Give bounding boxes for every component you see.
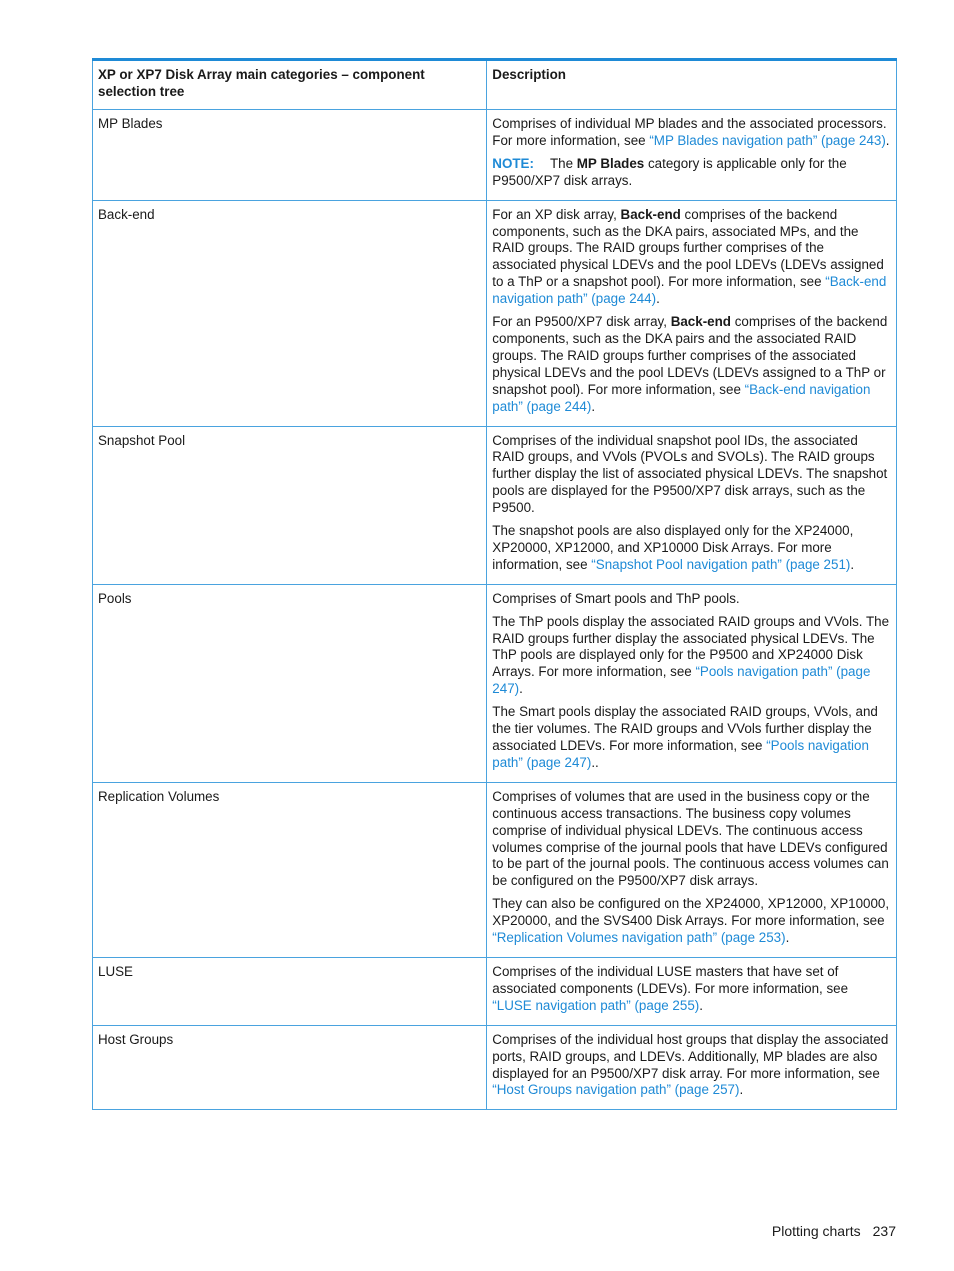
- cross-reference-link[interactable]: “MP Blades navigation path” (page 243): [649, 132, 886, 148]
- table-row: [93, 782, 897, 957]
- description-paragraph: [492, 314, 891, 415]
- text-span: .: [519, 681, 523, 697]
- text-span: Comprises of the individual host groups that display the associated ports, RAID groups, and LDEVs. Additionally, MP blades are also displayed for an P9500/XP7 disk array. For more information, see: [492, 1031, 889, 1081]
- text-span: .: [699, 997, 703, 1013]
- text-span: Comprises of volumes that are used in the business copy or the continuous access transactions. The business copy volumes comprise of individual physical LDEVs. The continuous access volumes comprise of the journal pools that have LDEVs configured to be part of the journal pools. The continuous access volumes can be configured on the P9500/XP7 disk arrays.: [492, 788, 889, 889]
- text-span: They can also be configured on the XP24000, XP12000, XP10000, XP20000, and the SVS400 Disk Arrays. For more information, see: [492, 896, 890, 929]
- cross-reference-link[interactable]: “Back-end navigation path” (page 244): [492, 274, 887, 307]
- bold-term: Back-end: [670, 314, 731, 330]
- table-row: [93, 957, 897, 1025]
- text-span: The: [549, 155, 577, 171]
- category-cell: MP Blades: [93, 110, 487, 201]
- category-cell: Snapshot Pool: [93, 426, 487, 584]
- bold-term: Back-end: [620, 206, 681, 222]
- cross-reference-link[interactable]: “Replication Volumes navigation path” (page 253): [492, 930, 786, 946]
- table-row: [93, 584, 897, 782]
- description-cell: [487, 957, 897, 1025]
- description-paragraph: [492, 207, 891, 308]
- text-span: Comprises of Smart pools and ThP pools.: [492, 590, 740, 606]
- text-span: Comprises of individual MP blades and the associated processors. For more information, see: [492, 116, 887, 148]
- header-description: Description: [487, 60, 897, 110]
- cross-reference-link[interactable]: “Snapshot Pool navigation path” (page 251): [591, 556, 851, 572]
- description-cell: [487, 426, 897, 584]
- category-cell: Back-end: [93, 200, 487, 426]
- description-paragraph: [492, 704, 891, 772]
- text-span: .: [656, 291, 660, 307]
- text-span: Comprises of the individual LUSE masters that have set of associated components (LDEVs). For more information, see: [492, 963, 849, 996]
- description-cell: [487, 200, 897, 426]
- description-cell: [487, 584, 897, 782]
- text-span: The Smart pools display the associated RAID groups, VVols, and the tier volumes. The RAID groups and VVols further display the associated LDEVs. For more information, see: [492, 704, 878, 753]
- text-span: .: [591, 398, 596, 414]
- description-paragraph: [492, 1032, 891, 1100]
- table-row: [93, 1025, 897, 1110]
- description-cell: [487, 110, 897, 201]
- table-header-row: [93, 60, 897, 110]
- text-span: The snapshot pools are also displayed only for the XP24000, XP20000, XP12000, and XP10000 Disk Arrays. For more information, see: [492, 523, 854, 572]
- text-span: The ThP pools display the associated RAID groups and VVols. The RAID groups further display the associated physical LDEVs. The ThP pools are displayed only for the P9500 and XP24000 Disk Arrays. For more information, see: [492, 613, 890, 680]
- page-footer: [772, 1223, 896, 1239]
- table-row: [93, 426, 897, 584]
- description-paragraph: [492, 433, 891, 518]
- description-paragraph: [492, 523, 891, 574]
- cross-reference-link[interactable]: “Pools navigation path” (page 247): [492, 738, 869, 770]
- text-span: For an P9500/XP7 disk array,: [492, 314, 671, 330]
- text-span: .: [739, 1082, 744, 1098]
- description-paragraph: [492, 896, 891, 947]
- text-span: Comprises of the individual snapshot pool IDs, the associated RAID groups, and VVols (PVOLs and SVOLs). The RAID groups further display the list of associated physical LDEVs. The snapshot pools are displayed for the P9500/XP7 disk arrays, such as the P9500.: [492, 432, 888, 516]
- category-cell: Pools: [93, 584, 487, 782]
- text-span: .: [785, 930, 790, 946]
- text-span: .: [885, 132, 890, 148]
- note-label: NOTE:: [492, 155, 534, 171]
- category-table: [92, 58, 897, 1110]
- table-row: [93, 200, 897, 426]
- text-span: .: [850, 556, 855, 572]
- description-cell: [487, 782, 897, 957]
- description-paragraph: [492, 116, 891, 150]
- description-paragraph: [492, 591, 891, 608]
- cross-reference-link[interactable]: “Pools navigation path” (page 247): [492, 664, 871, 697]
- cross-reference-link[interactable]: “LUSE navigation path” (page 255): [492, 997, 700, 1013]
- description-paragraph: [492, 964, 891, 1015]
- category-cell: Replication Volumes: [93, 782, 487, 957]
- description-paragraph: [492, 614, 891, 699]
- page-number: 237: [872, 1223, 896, 1239]
- text-span: For an XP disk array,: [492, 206, 621, 222]
- table-body: [93, 110, 897, 1110]
- description-paragraph: [492, 789, 891, 890]
- table-row: [93, 110, 897, 201]
- category-cell: LUSE: [93, 957, 487, 1025]
- cross-reference-link[interactable]: “Host Groups navigation path” (page 257): [492, 1082, 740, 1098]
- footer-section-title: Plotting charts: [771, 1223, 861, 1239]
- description-paragraph: [492, 156, 891, 190]
- description-cell: [487, 1025, 897, 1110]
- text-span: comprises of the backend components, such as the DKA pairs, associated MPs, and the RAID groups. The RAID groups further comprises of the associated physical LDEVs and the pool LDEVs (LDEVs assigned to a ThP or a snapshot pool). For more information, see: [492, 206, 884, 290]
- header-category: XP or XP7 Disk Array main categories – component selection tree: [93, 60, 487, 110]
- text-span: category is applicable only for the P9500/XP7 disk arrays.: [492, 155, 847, 188]
- text-span: ..: [591, 754, 599, 770]
- text-span: comprises of the backend components, such as the DKA pairs and the associated RAID groups. The RAID groups further comprises of the associated physical LDEVs and the pool LDEVs (LDEVs assigned to a ThP or snapshot pool). For more information, see: [492, 314, 888, 397]
- category-cell: Host Groups: [93, 1025, 487, 1110]
- bold-term: MP Blades: [576, 155, 645, 171]
- cross-reference-link[interactable]: “Back-end navigation path” (page 244): [492, 381, 871, 414]
